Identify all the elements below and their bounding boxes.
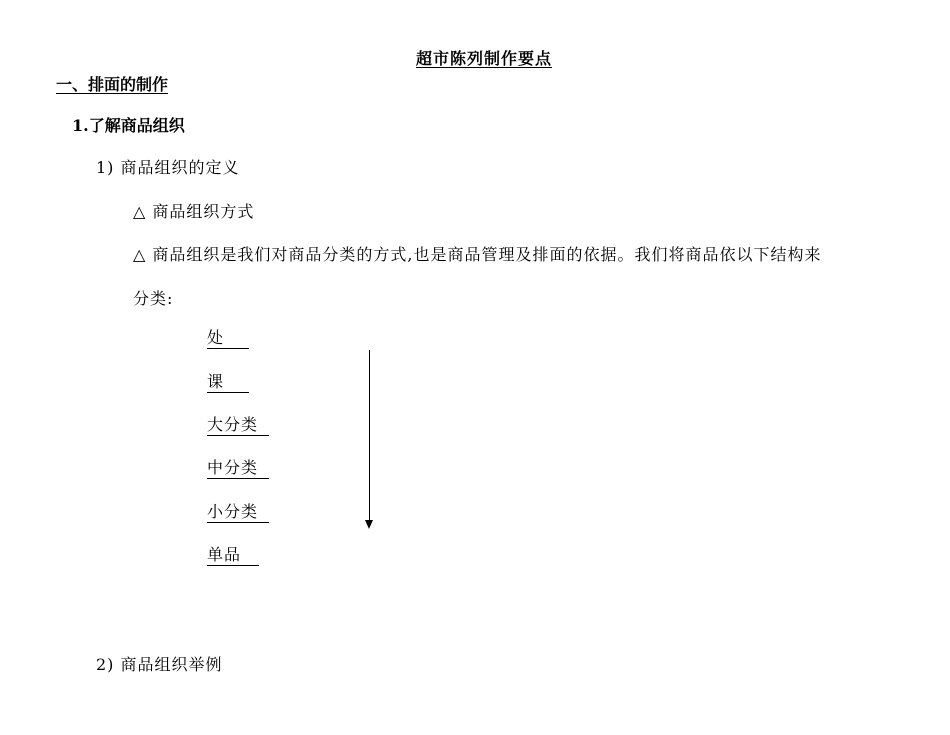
subsection-heading: 1.了解商品组织 [72, 116, 185, 135]
hierarchy-level-section: 课 [207, 372, 249, 393]
hierarchy-level-middle-category: 中分类 [207, 458, 269, 479]
hierarchy-level-single-item: 单品 [207, 545, 259, 566]
section-heading: 一、排面的制作 [56, 75, 169, 94]
list-item-definition: 1) 商品组织的定义 [96, 158, 240, 177]
list-item-example: 2) 商品组织举例 [96, 655, 223, 674]
hierarchy-arrow-line [369, 350, 370, 522]
hierarchy-level-major-category: 大分类 [207, 415, 269, 436]
bullet-organization-description-continued: 分类: [133, 289, 174, 308]
hierarchy-level-division: 处 [207, 328, 249, 349]
hierarchy-level-minor-category: 小分类 [207, 502, 269, 523]
bullet-organization-method: △ 商品组织方式 [133, 202, 255, 221]
arrow-down-icon [365, 520, 373, 529]
bullet-organization-description: △ 商品组织是我们对商品分类的方式,也是商品管理及排面的依据。我们将商品依以下结构来 [133, 245, 822, 264]
document-title: 超市陈列制作要点 [415, 49, 552, 68]
